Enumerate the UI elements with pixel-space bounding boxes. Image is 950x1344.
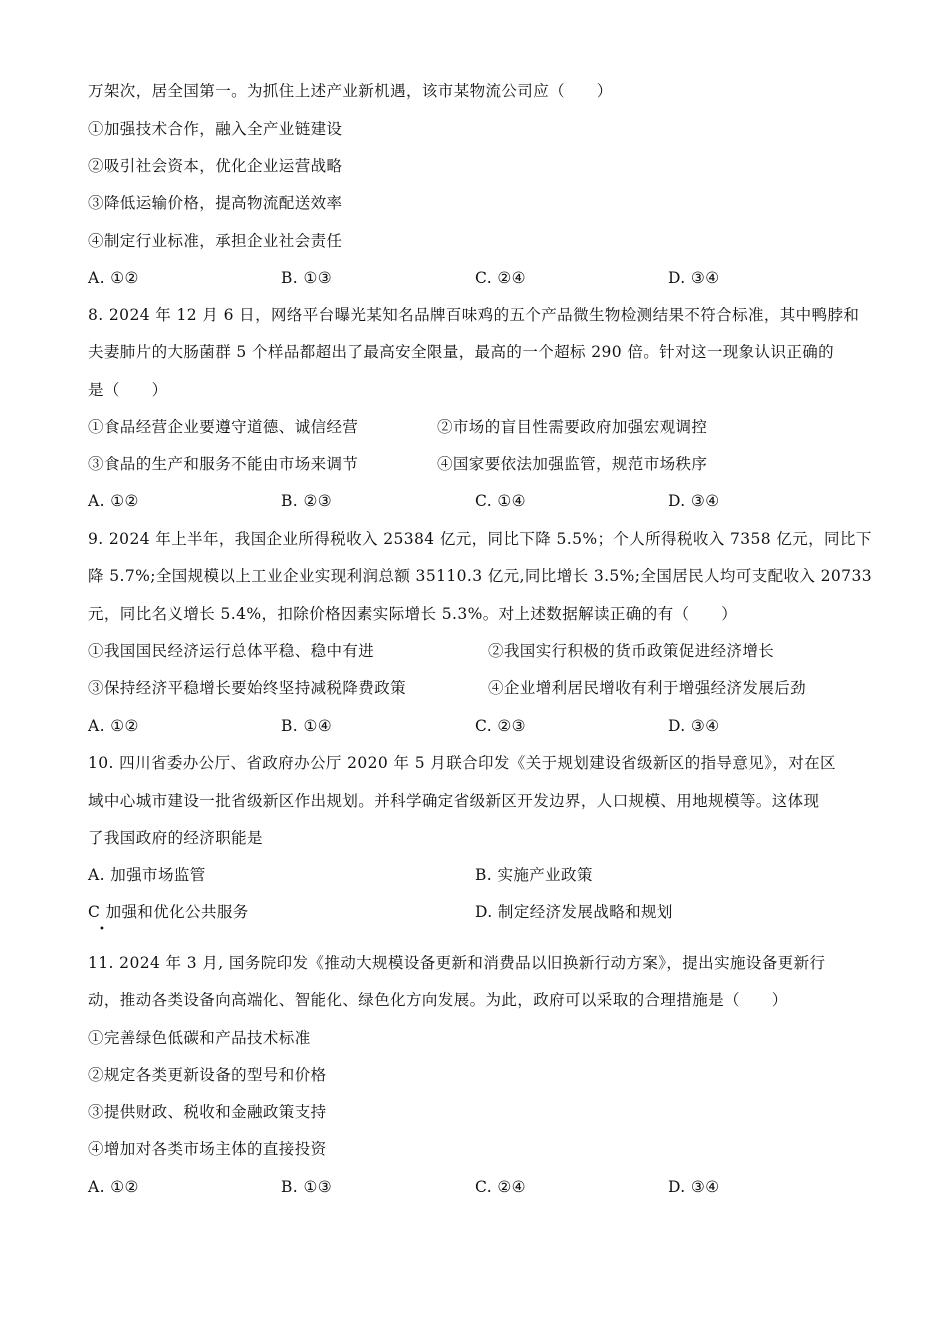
q9-item-4: ④企业增利居民增收有利于增强经济发展后劲: [488, 679, 807, 697]
q10-option-d: D. 制定经济发展战略和规划: [475, 903, 673, 921]
q11-option-a: A. ①②: [88, 1178, 139, 1196]
q11-item-2: ②规定各类更新设备的型号和价格: [88, 1066, 327, 1084]
q10-option-c: C 加强和优化公共服务: [88, 903, 249, 921]
q8-stem-line-3: 是（ ）: [88, 381, 168, 399]
q8-item-2: ②市场的盲目性需要政府加强宏观调控: [437, 418, 708, 436]
q8-item-1: ①食品经营企业要遵守道德、诚信经营: [88, 418, 359, 436]
q11-option-c: C. ②④: [475, 1178, 526, 1196]
q11-stem-line-2: 动，推动各类设备向高端化、智能化、绿色化方向发展。为此，政府可以采取的合理措施是（ ）: [88, 991, 788, 1009]
q11-stem-line-1: 11. 2024 年 3 月, 国务院印发《推动大规模设备更新和消费品以旧换新行动方案》，提出实施设备更新行: [88, 954, 826, 972]
q7-item-1: ①加强技术合作，融入全产业链建设: [88, 120, 343, 138]
q7-option-d: D. ③④: [668, 269, 720, 287]
q8-item-3: ③食品的生产和服务不能由市场来调节: [88, 455, 359, 473]
q7-stem-line: 万架次，居全国第一。为抓住上述产业新机遇，该市某物流公司应（ ）: [88, 82, 613, 100]
q8-option-c: C. ①④: [475, 492, 526, 510]
q7-option-b: B. ①③: [281, 269, 333, 287]
q9-stem-line-2: 降 5.7%;全国规模以上工业企业实现利润总额 35110.3 亿元,同比增长 3.5%;全国居民人均可支配收入 20733: [88, 567, 872, 585]
q10-option-a: A. 加强市场监管: [88, 866, 206, 884]
q10-stem-line-1: 10. 四川省委办公厅、省政府办公厅 2020 年 5 月联合印发《关于规划建设省级新区的指导意见》，对在区: [88, 754, 836, 772]
q9-item-3: ③保持经济平稳增长要始终坚持减税降费政策: [88, 679, 407, 697]
q9-stem-line-3: 元，同比名义增长 5.4%，扣除价格因素实际增长 5.3%。对上述数据解读正确的有（ ）: [88, 605, 738, 623]
q11-item-3: ③提供财政、税收和金融政策支持: [88, 1103, 327, 1121]
q7-option-a: A. ①②: [88, 269, 139, 287]
q7-option-c: C. ②④: [475, 269, 526, 287]
q8-stem-line-2: 夫妻肺片的大肠菌群 5 个样品都超出了最高安全限量，最高的一个超标 290 倍。针对这一现象认识正确的: [88, 343, 835, 361]
q9-option-a: A. ①②: [88, 717, 139, 735]
q8-option-a: A. ①②: [88, 492, 139, 510]
stray-dot-mark: •: [99, 924, 105, 935]
q7-item-3: ③降低运输价格，提高物流配送效率: [88, 194, 343, 212]
q10-option-b: B. 实施产业政策: [475, 866, 593, 884]
q7-item-2: ②吸引社会资本，优化企业运营战略: [88, 157, 343, 175]
q11-item-1: ①完善绿色低碳和产品技术标准: [88, 1029, 311, 1047]
q11-item-4: ④增加对各类市场主体的直接投资: [88, 1140, 327, 1158]
q11-option-b: B. ①③: [281, 1178, 333, 1196]
q9-option-d: D. ③④: [668, 717, 720, 735]
q9-item-1: ①我国国民经济运行总体平稳、稳中有进: [88, 642, 375, 660]
q8-option-d: D. ③④: [668, 492, 720, 510]
q7-item-4: ④制定行业标准，承担企业社会责任: [88, 232, 343, 250]
q8-option-b: B. ②③: [281, 492, 333, 510]
q9-option-b: B. ①④: [281, 717, 333, 735]
q9-stem-line-1: 9. 2024 年上半年，我国企业所得税收入 25384 亿元，同比下降 5.5%；个人所得税收入 7358 亿元，同比下: [88, 530, 872, 548]
q8-stem-line-1: 8. 2024 年 12 月 6 日，网络平台曝光某知名品牌百味鸡的五个产品微生物检测结果不符合标准，其中鸭脖和: [88, 306, 860, 324]
q8-item-4: ④国家要依法加强监管，规范市场秩序: [437, 455, 708, 473]
q10-stem-line-2: 域中心城市建设一批省级新区作出规划。并科学确定省级新区开发边界，人口规模、用地规模等。这体现: [88, 792, 820, 810]
q9-item-2: ②我国实行积极的货币政策促进经济增长: [488, 642, 775, 660]
q11-option-d: D. ③④: [668, 1178, 720, 1196]
q9-option-c: C. ②③: [475, 717, 526, 735]
q10-stem-line-3: 了我国政府的经济职能是: [88, 829, 263, 847]
